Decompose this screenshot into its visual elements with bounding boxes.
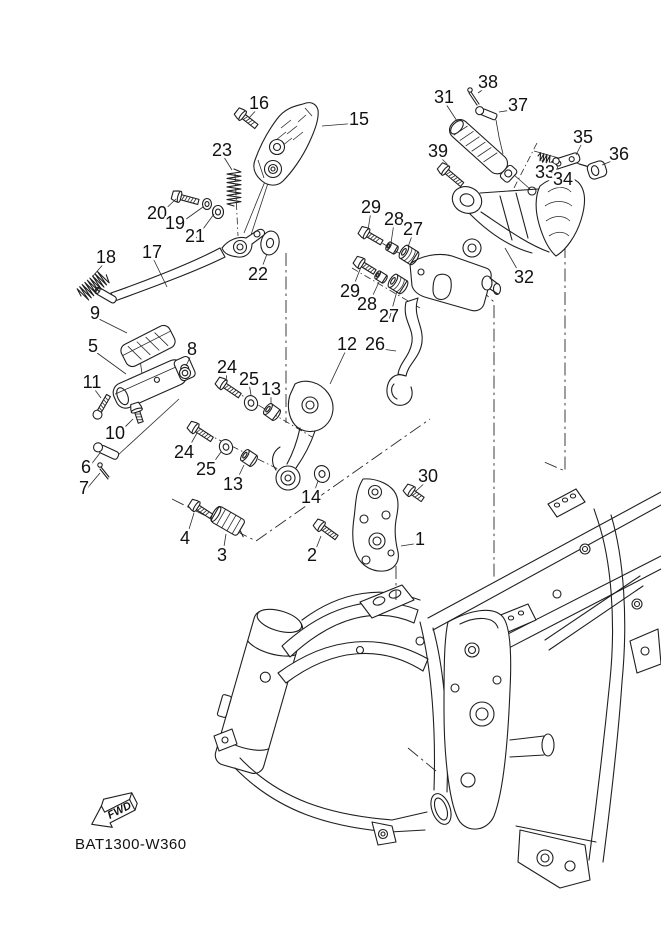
part-29-bolt-a — [357, 225, 384, 248]
part-24-bolt-b — [186, 420, 215, 444]
part-callout-6: 6 — [80, 457, 92, 477]
part-callout-12: 12 — [336, 334, 358, 354]
part-7-cotter-pin — [98, 463, 109, 479]
part-callouts — [79, 72, 629, 565]
part-callout-31: 31 — [433, 87, 455, 107]
part-callout-28: 28 — [383, 209, 405, 229]
part-callout-10: 10 — [104, 423, 126, 443]
part-callout-29: 29 — [339, 281, 361, 301]
part-callout-24: 24 — [216, 357, 238, 377]
part-21-washer — [213, 206, 224, 219]
motorcycle-frame-drawing — [204, 489, 661, 888]
part-25-washer-a — [243, 394, 260, 412]
part-callout-37: 37 — [507, 95, 529, 115]
part-callout-4: 4 — [179, 528, 191, 548]
part-26-bracket-with-hook — [387, 254, 501, 405]
part-callout-19: 19 — [164, 213, 186, 233]
part-callout-27: 27 — [378, 306, 400, 326]
part-callout-3: 3 — [216, 545, 228, 565]
part-callout-23: 23 — [211, 140, 233, 160]
part-callout-15: 15 — [348, 109, 370, 129]
part-callout-2: 2 — [306, 545, 318, 565]
part-callout-36: 36 — [608, 144, 630, 164]
part-callout-35: 35 — [572, 127, 594, 147]
part-3-damper — [209, 505, 251, 540]
part-callout-8: 8 — [186, 339, 198, 359]
part-callout-17: 17 — [141, 242, 163, 262]
part-callout-24: 24 — [173, 442, 195, 462]
part-callout-20: 20 — [146, 203, 168, 223]
part-1-bracket-plate — [353, 479, 399, 571]
part-11-bolt — [91, 393, 112, 420]
part-callout-1: 1 — [414, 529, 426, 549]
drawing-number-label: BAT1300-W360 — [75, 836, 187, 853]
part-28-collar-a — [385, 241, 400, 255]
part-callout-34: 34 — [552, 169, 574, 189]
part-callout-38: 38 — [477, 72, 499, 92]
part-31-rear-footpeg — [446, 116, 520, 185]
part-callout-39: 39 — [427, 141, 449, 161]
part-callout-5: 5 — [87, 336, 99, 356]
part-callout-26: 26 — [364, 334, 386, 354]
part-callout-22: 22 — [247, 264, 269, 284]
part-15-footrest-cover — [254, 103, 318, 185]
part-callout-16: 16 — [248, 93, 270, 113]
part-37-clevis-pin — [474, 105, 497, 121]
part-callout-13: 13 — [222, 474, 244, 494]
part-20-bolt — [171, 189, 200, 207]
generated-fasteners — [76, 107, 555, 543]
part-callout-7: 7 — [78, 478, 90, 498]
fwd-direction-arrow — [84, 787, 142, 836]
part-callout-30: 30 — [417, 466, 439, 486]
part-13-collar-a — [262, 402, 282, 422]
part-callout-9: 9 — [89, 303, 101, 323]
part-callout-29: 29 — [360, 197, 382, 217]
part-39-bolt — [436, 161, 466, 189]
part-callout-32: 32 — [513, 267, 535, 287]
part-callout-25: 25 — [238, 369, 260, 389]
part-19-washer — [203, 199, 212, 210]
part-29-bolt-b — [352, 255, 378, 277]
part-callout-21: 21 — [184, 226, 206, 246]
part-5-footrest-holder — [110, 353, 197, 411]
diagram-footer — [75, 787, 187, 853]
part-callout-18: 18 — [95, 247, 117, 267]
part-2-bolt — [312, 518, 340, 543]
part-callout-27: 27 — [402, 219, 424, 239]
part-14-washer — [313, 464, 331, 484]
part-callout-25: 25 — [195, 459, 217, 479]
part-36-end-cap — [586, 160, 608, 181]
part-23-spring — [227, 169, 241, 206]
fwd-label: FWD — [105, 799, 134, 822]
part-4-bolt — [187, 498, 214, 521]
part-callout-11: 11 — [82, 372, 102, 392]
part-27-damper-b — [386, 273, 409, 295]
part-32-rear-footrest-bracket — [448, 177, 585, 257]
part-17-brake-pedal — [94, 229, 265, 304]
part-callout-33: 33 — [534, 162, 556, 182]
part-callout-14: 14 — [300, 487, 322, 507]
part-28-collar-b — [374, 270, 389, 284]
part-callout-13: 13 — [260, 379, 282, 399]
part-callout-28: 28 — [356, 294, 378, 314]
